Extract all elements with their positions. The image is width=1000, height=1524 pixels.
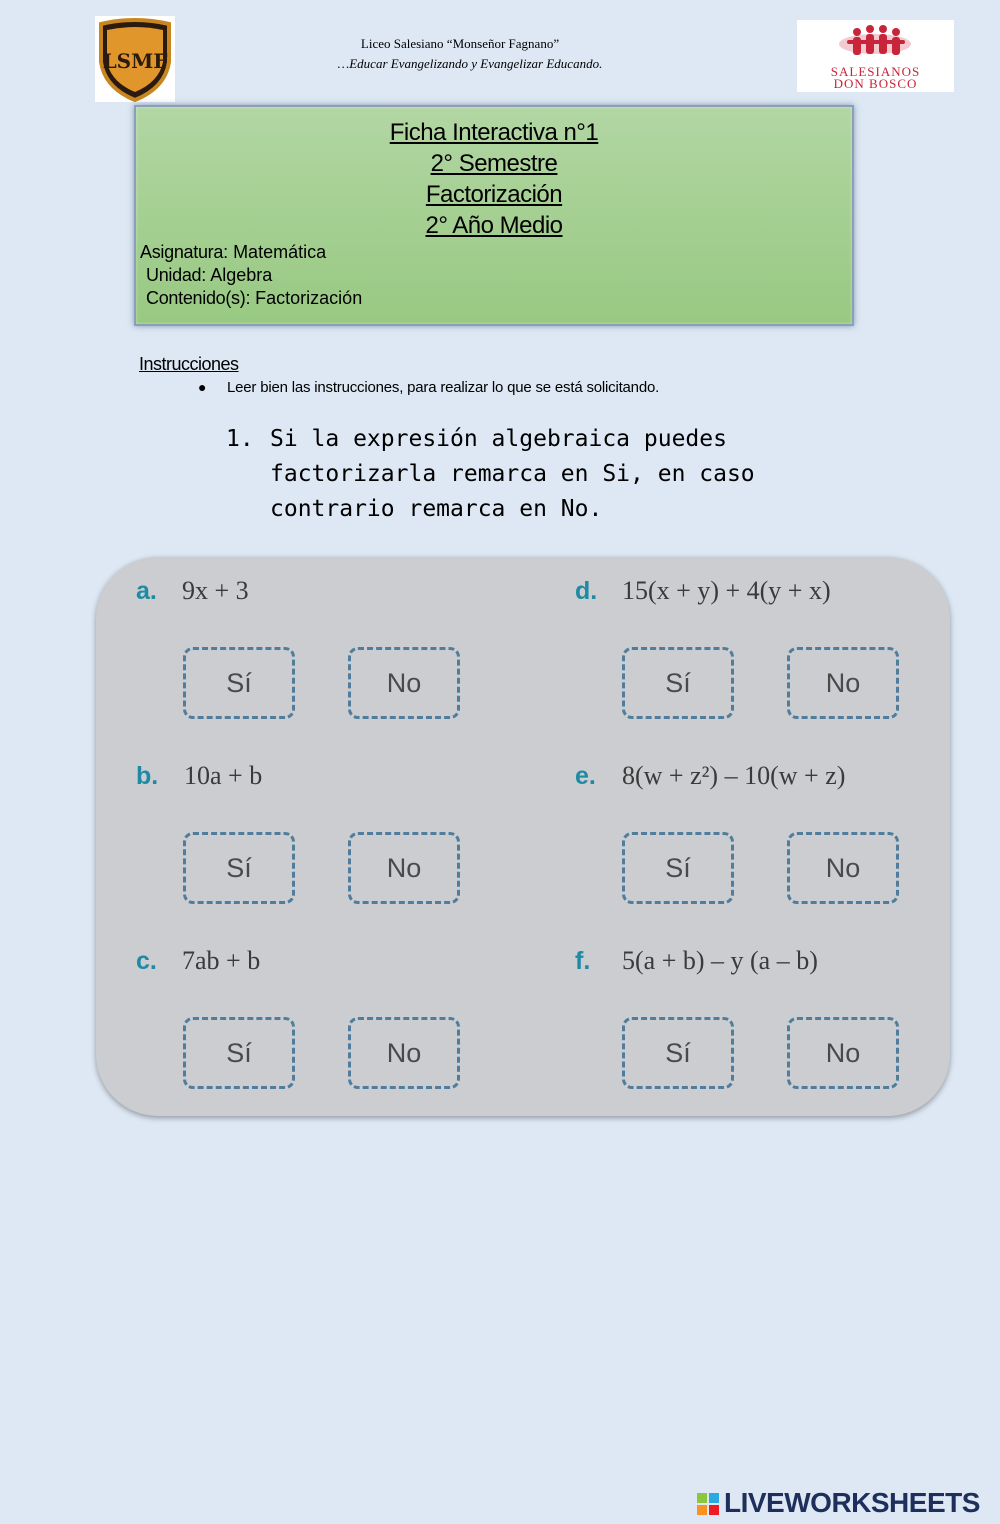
exercise-e-yes-option[interactable]: Sí (622, 832, 734, 904)
unidad-label: Unidad (146, 265, 202, 285)
exercise-d-yes-option[interactable]: Sí (622, 647, 734, 719)
worksheet-title: Ficha Interactiva n°1 (389, 119, 599, 146)
salesianos-logo (797, 20, 954, 92)
exercise-c-no-option[interactable]: No (348, 1017, 460, 1089)
contenido-value: Factorización (250, 288, 363, 308)
exercise-e-no-option[interactable]: No (787, 832, 899, 904)
contenido-label: Contenido(s): (146, 288, 251, 308)
exercise-b-expression: 10a + b (184, 761, 263, 790)
exercise-f-no-option[interactable]: No (787, 1017, 899, 1089)
exercise-c-expression: 7ab + b (182, 946, 261, 975)
school-name: Liceo Salesiano “Monseñor Fagnano” (360, 36, 560, 51)
exercise-e-expression: 8(w + z²) – 10(w + z) (622, 761, 846, 790)
instructions-heading: Instrucciones (139, 354, 239, 374)
unidad-row (146, 265, 272, 286)
question-text: Si la expresión algebraica puedes factorizarla remarca en Si, en caso contrario remarca en No. (270, 426, 755, 522)
asignatura-row (140, 242, 326, 263)
exercise-d-expression: 15(x + y) + 4(y + x) (622, 576, 831, 605)
salesianos-figures-icon (797, 22, 954, 62)
contenido-row (146, 288, 362, 309)
exercise-c-letter: c. (136, 947, 157, 975)
exercise-b-yes-option[interactable]: Sí (183, 832, 295, 904)
don-bosco-text: DON BOSCO (833, 76, 918, 91)
salesianos-text: SALESIANOS (830, 64, 921, 79)
question-number: 1. (226, 426, 254, 452)
semester-label: 2° Semestre (430, 150, 558, 177)
liveworksheets-icon (697, 1493, 719, 1515)
exercise-f-expression: 5(a + b) – y (a – b) (622, 946, 818, 975)
crest-letters: LSMF (102, 49, 168, 73)
exercise-a-letter: a. (136, 577, 157, 605)
instructions-bullet: Leer bien las instrucciones, para realizar lo que se está solicitando. (227, 379, 660, 396)
exercise-c-yes-option[interactable]: Sí (183, 1017, 295, 1089)
exercise-a-yes-option[interactable]: Sí (183, 647, 295, 719)
topic-label: Factorización (425, 181, 563, 208)
exercise-panel (96, 557, 950, 1116)
exercise-d-letter: d. (575, 577, 598, 605)
worksheet-title-box (134, 105, 854, 326)
school-crest-logo (95, 16, 175, 102)
shield-icon (95, 16, 175, 102)
exercise-e-letter: e. (575, 762, 596, 790)
exercise-b-no-option[interactable]: No (348, 832, 460, 904)
bullet-icon: ● (198, 379, 207, 395)
liveworksheets-brand[interactable]: LIVEWORKSHEETS (724, 1487, 980, 1518)
grade-label: 2° Año Medio (425, 212, 563, 239)
exercise-d-no-option[interactable]: No (787, 647, 899, 719)
asignatura-label: Asignatura (140, 242, 224, 262)
exercise-b-letter: b. (136, 762, 159, 790)
exercise-f-letter: f. (575, 947, 591, 975)
exercise-a-expression: 9x + 3 (182, 576, 249, 605)
exercise-f-yes-option[interactable]: Sí (622, 1017, 734, 1089)
unidad-value: : Algebra (201, 265, 273, 285)
asignatura-value: : Matemática (223, 242, 327, 262)
school-motto: …Educar Evangelizando y Evangelizar Educando. (337, 56, 603, 71)
exercise-a-no-option[interactable]: No (348, 647, 460, 719)
